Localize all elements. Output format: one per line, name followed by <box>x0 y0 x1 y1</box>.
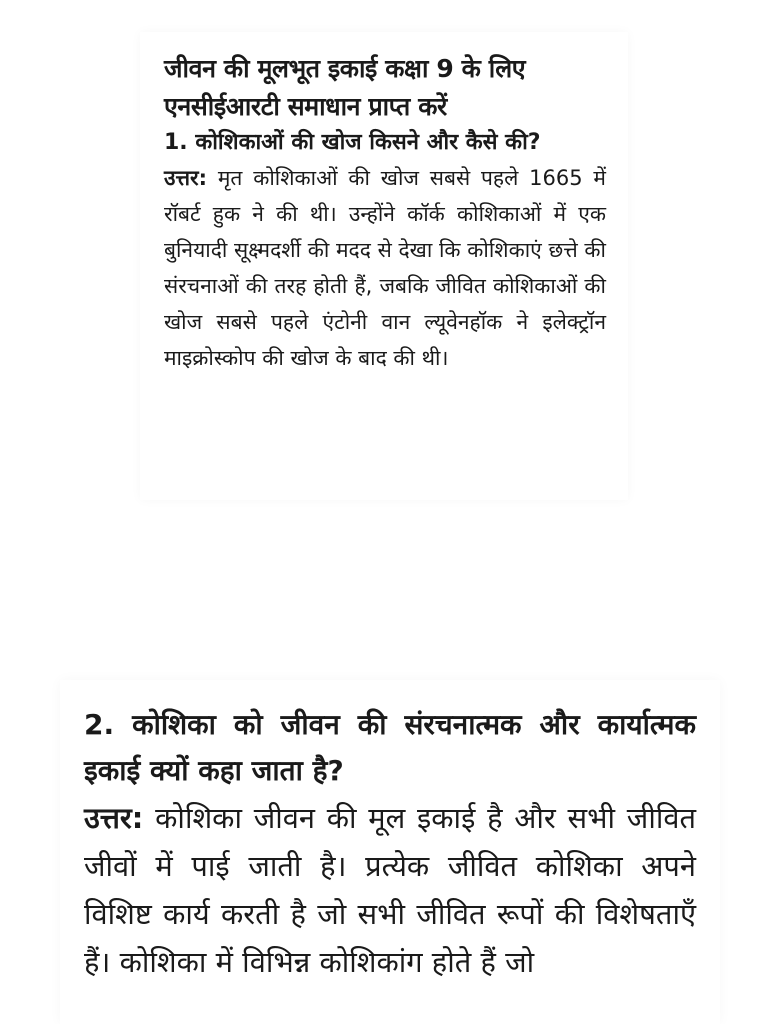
qa-card-2 <box>60 680 720 1024</box>
qa-card-1 <box>140 32 628 500</box>
answer-2-text: कोशिका जीवन की मूल इकाई है और सभी जीवित जीवों में पाई जाती है। प्रत्येक जीवित कोशिका अपने विशिष्ट कार्य करती है जो सभी जीवित रूपों की विशेषताएँ हैं। कोशिका में विभिन्न कोशिकांग होते हैं जो <box>84 801 696 979</box>
answer-1 <box>164 160 606 376</box>
question-2: 2. कोशिका को जीवन की संरचनात्मक और कार्यात्मक इकाई क्यों कहा जाता है? <box>84 708 696 787</box>
answer-2-label: उत्तर: <box>84 801 144 835</box>
answer-2 <box>84 794 696 986</box>
answer-1-label: उत्तर: <box>164 166 208 190</box>
page-title: जीवन की मूलभूत इकाई कक्षा 9 के लिए एनसीईआरटी समाधान प्राप्त करें <box>164 54 526 121</box>
answer-1-text: मृत कोशिकाओं की खोज सबसे पहले 1665 में रॉबर्ट हुक ने की थी। उन्होंने कॉर्क कोशिकाओं में एक बुनियादी सूक्ष्मदर्शी की मदद से देखा कि कोशिकाएं छत्ते की संरचनाओं की तरह होती हैं, जबकि जीवित कोशिकाओं की खोज सबसे पहले एंटोनी वान ल्यूवेनहॉक ने इलेक्ट्रॉन माइक्रोस्कोप की खोज के बाद की थी। <box>164 166 606 370</box>
question-1: 1. कोशिकाओं की खोज किसने और कैसे की? <box>164 130 541 155</box>
